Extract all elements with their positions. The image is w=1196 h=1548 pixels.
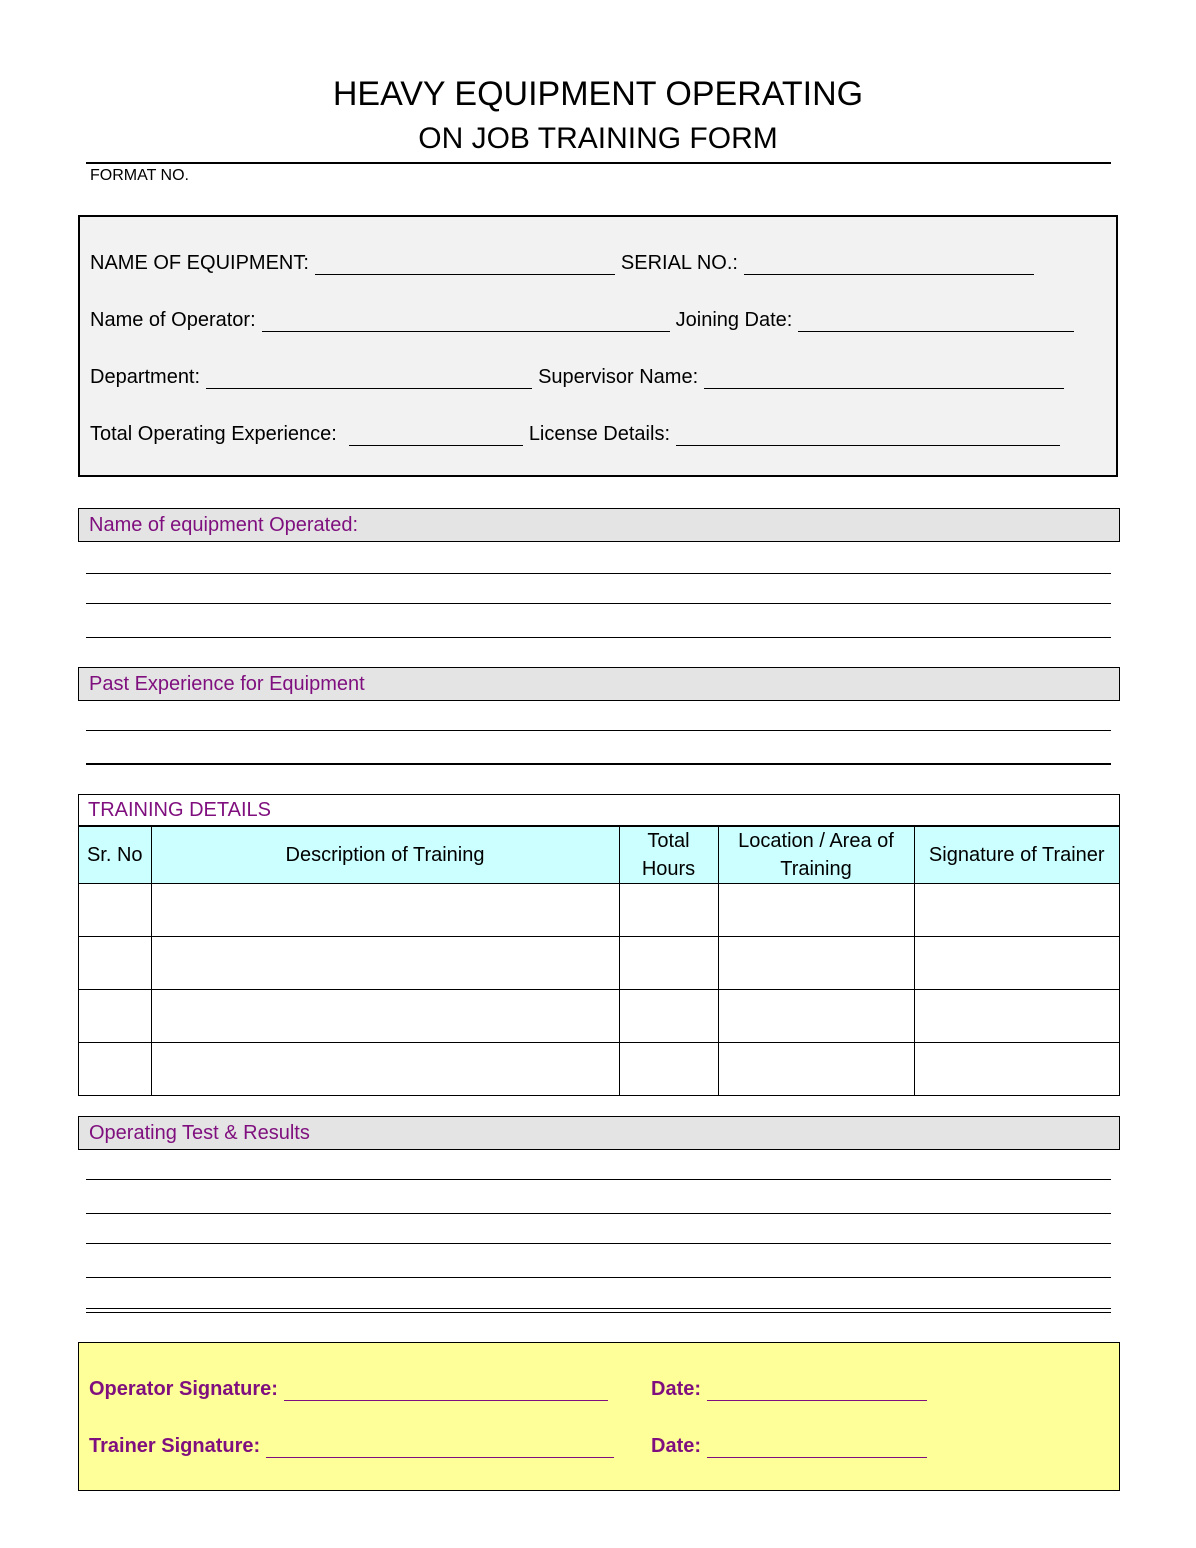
training-details-table (78, 794, 1120, 1096)
table-cell[interactable] (79, 990, 151, 1043)
operator-name-label: Name of Operator: (90, 309, 256, 331)
department-supervisor-row (90, 365, 1070, 389)
table-cell[interactable] (718, 884, 914, 937)
equipment-name-field[interactable] (315, 256, 615, 275)
col-location: Location / Area of Training (718, 827, 914, 884)
training-table-header-row (79, 827, 1119, 884)
equipment-name-label: NAME OF EQUIPMENT: (90, 252, 309, 274)
department-field[interactable] (206, 370, 532, 389)
past-experience-heading: Past Experience for Equipment (89, 673, 365, 695)
table-cell[interactable] (914, 1043, 1119, 1096)
equipment-operated-section-header (78, 508, 1120, 542)
equipment-operated-line-2[interactable] (86, 603, 1111, 604)
trainer-signature-row (89, 1434, 620, 1458)
table-cell[interactable] (79, 884, 151, 937)
license-details-label: License Details: (528, 423, 670, 445)
total-experience-field[interactable] (349, 427, 523, 446)
operating-test-line-3[interactable] (86, 1243, 1111, 1244)
joining-date-label: Joining Date: (675, 309, 793, 331)
supervisor-name-label: Supervisor Name: (538, 366, 699, 388)
table-cell[interactable] (619, 990, 718, 1043)
table-cell[interactable] (151, 990, 619, 1043)
table-cell[interactable] (914, 990, 1119, 1043)
operator-date-row (651, 1377, 933, 1401)
training-details-heading: TRAINING DETAILS (88, 799, 271, 821)
experience-license-row (90, 422, 1066, 446)
table-row (79, 990, 1119, 1043)
joining-date-field[interactable] (798, 313, 1074, 332)
table-cell[interactable] (718, 937, 914, 990)
training-table (79, 826, 1119, 1095)
table-cell[interactable] (79, 937, 151, 990)
table-cell[interactable] (151, 937, 619, 990)
operating-test-line-5[interactable] (86, 1308, 1111, 1309)
operating-test-double-rule (86, 1312, 1111, 1313)
operating-test-heading: Operating Test & Results (89, 1122, 310, 1144)
table-cell[interactable] (914, 937, 1119, 990)
table-cell[interactable] (79, 1043, 151, 1096)
license-details-field[interactable] (676, 427, 1060, 446)
table-cell[interactable] (718, 1043, 914, 1096)
operating-test-section-header (78, 1116, 1120, 1150)
table-cell[interactable] (718, 990, 914, 1043)
total-experience-label: Total Operating Experience: (90, 423, 337, 445)
trainer-signature-field[interactable] (266, 1439, 614, 1458)
signature-box (78, 1342, 1120, 1491)
equipment-operated-line-3[interactable] (86, 637, 1111, 638)
table-cell[interactable] (151, 1043, 619, 1096)
equipment-operated-line-1[interactable] (86, 573, 1111, 574)
past-experience-line-2[interactable] (86, 763, 1111, 765)
operator-joining-row (90, 308, 1080, 332)
table-row (79, 1043, 1119, 1096)
format-no-label: FORMAT NO. (90, 167, 189, 184)
supervisor-name-field[interactable] (704, 370, 1064, 389)
header-divider (86, 162, 1111, 164)
form-title: HEAVY EQUIPMENT OPERATING (332, 75, 864, 113)
trainer-date-row (651, 1434, 933, 1458)
department-label: Department: (90, 366, 201, 388)
table-cell[interactable] (914, 884, 1119, 937)
trainer-date-label: Date: (651, 1435, 702, 1457)
table-row (79, 937, 1119, 990)
operator-signature-row (89, 1377, 614, 1401)
operating-test-line-2[interactable] (86, 1213, 1111, 1214)
table-cell[interactable] (619, 1043, 718, 1096)
operating-test-line-1[interactable] (86, 1179, 1111, 1180)
table-cell[interactable] (151, 884, 619, 937)
col-trainer-signature: Signature of Trainer (914, 827, 1119, 884)
serial-no-field[interactable] (744, 256, 1034, 275)
operator-date-field[interactable] (707, 1382, 927, 1401)
form-subtitle: ON JOB TRAINING FORM (418, 122, 778, 155)
table-cell[interactable] (619, 937, 718, 990)
serial-no-label: SERIAL NO.: (620, 252, 738, 274)
past-experience-section-header (78, 667, 1120, 701)
operator-signature-label: Operator Signature: (89, 1378, 278, 1400)
operating-test-line-4[interactable] (86, 1277, 1111, 1278)
operator-name-field[interactable] (262, 313, 670, 332)
operator-signature-field[interactable] (284, 1382, 608, 1401)
equipment-serial-row (90, 251, 1040, 275)
col-description: Description of Training (151, 827, 619, 884)
table-row (79, 884, 1119, 937)
col-total-hours: Total Hours (619, 827, 718, 884)
equipment-info-box (78, 215, 1118, 477)
table-cell[interactable] (619, 884, 718, 937)
operator-date-label: Date: (651, 1378, 702, 1400)
col-sr-no: Sr. No (79, 827, 151, 884)
training-details-title-bar (79, 795, 1119, 826)
equipment-operated-heading: Name of equipment Operated: (89, 514, 359, 536)
trainer-signature-label: Trainer Signature: (89, 1435, 261, 1457)
trainer-date-field[interactable] (707, 1439, 927, 1458)
past-experience-line-1[interactable] (86, 730, 1111, 731)
